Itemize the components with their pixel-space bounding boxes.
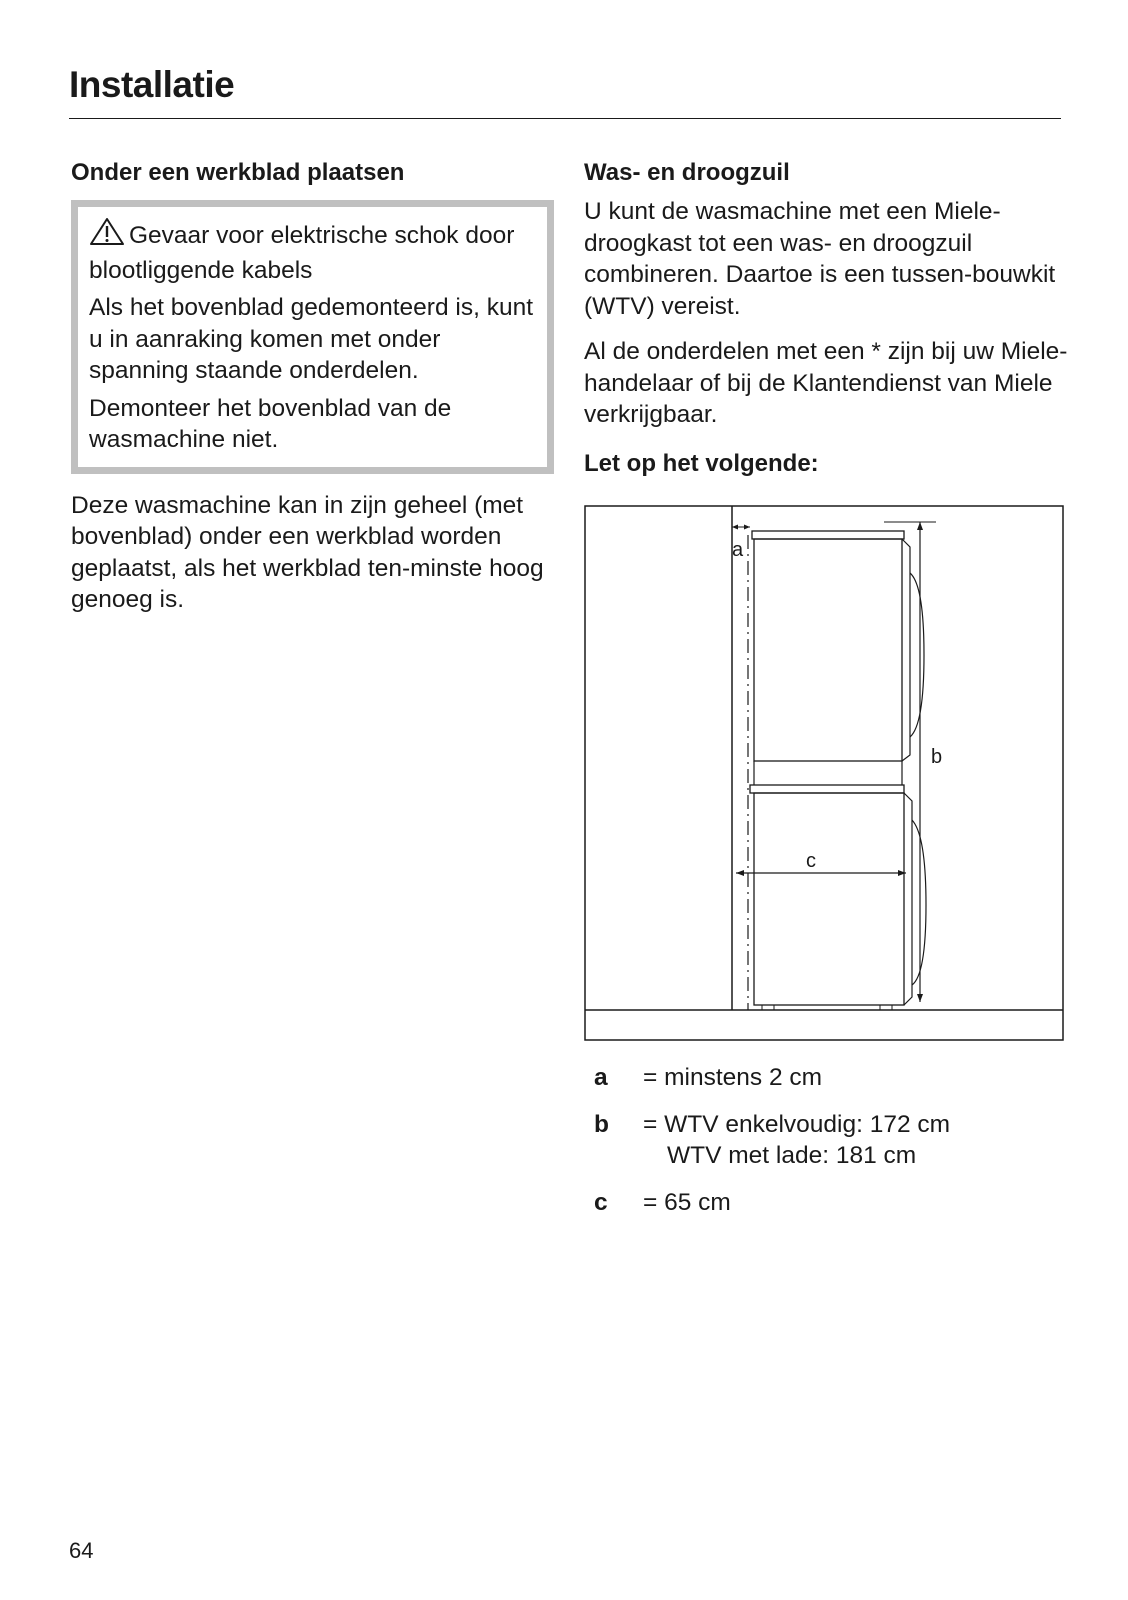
- left-column: [71, 156, 551, 616]
- werkblad-body: Deze wasmachine kan in zijn geheel (met bovenblad) onder een werkblad worden geplaatst, als het werkblad ten-minste hoog genoeg is.: [71, 491, 544, 613]
- title-rule: [69, 118, 1061, 119]
- label-b: b: [931, 746, 943, 768]
- warning-triangle-icon: [89, 217, 125, 255]
- legend-key: b: [594, 1110, 609, 1138]
- legend-row-b: [594, 1109, 1064, 1172]
- warning-text-1: Als het bovenblad gedemonteerd is, kunt u in aanraking komen met onder spanning staande onderdelen.: [89, 294, 534, 384]
- stacking-diagram-svg: [584, 505, 1064, 1041]
- page-title: Installatie: [69, 64, 235, 105]
- legend-value: [643, 1109, 1064, 1172]
- right-column: [584, 156, 1074, 481]
- legend-value: [643, 1062, 1064, 1094]
- label-a: a: [732, 539, 744, 561]
- section-heading-werkblad: Onder een werkblad plaatsen: [71, 159, 405, 186]
- label-c: c: [806, 850, 816, 872]
- legend-line: WTV met lade: 181 cm: [667, 1142, 917, 1169]
- warning-title-text: Gevaar voor elektrische schok door blootliggende kabels: [89, 222, 515, 284]
- let-op-heading: Let op het volgende:: [584, 449, 819, 477]
- legend-line: = WTV enkelvoudig: 172 cm: [643, 1110, 951, 1138]
- page-number: 64: [69, 1538, 94, 1563]
- legend-line: = 65 cm: [643, 1188, 731, 1216]
- legend-line: = minstens 2 cm: [643, 1064, 823, 1091]
- section-heading-droogzuil: Was- en droogzuil: [584, 159, 790, 186]
- warning-box: [71, 200, 554, 474]
- warning-title: [89, 217, 535, 286]
- legend-row-c: [594, 1187, 1064, 1219]
- droogzuil-para-2: Al de onderdelen met een * zijn bij uw Miele-handelaar of bij de Klantendienst van Miele verkrijgbaar.: [584, 338, 1068, 428]
- legend-key: c: [594, 1188, 608, 1216]
- legend-row-a: [594, 1062, 1064, 1094]
- droogzuil-para-1: U kunt de wasmachine met een Miele-droogkast tot een was- en droogzuil combineren. Daartoe is een tussen-bouwkit (WTV) vereist.: [584, 198, 1056, 320]
- legend-value: [643, 1187, 1064, 1219]
- legend-key: a: [594, 1064, 608, 1091]
- dimension-legend: [594, 1062, 1064, 1233]
- warning-text-2: Demonteer het bovenblad van de wasmachine niet.: [89, 394, 452, 453]
- stacking-diagram: [584, 505, 1064, 1041]
